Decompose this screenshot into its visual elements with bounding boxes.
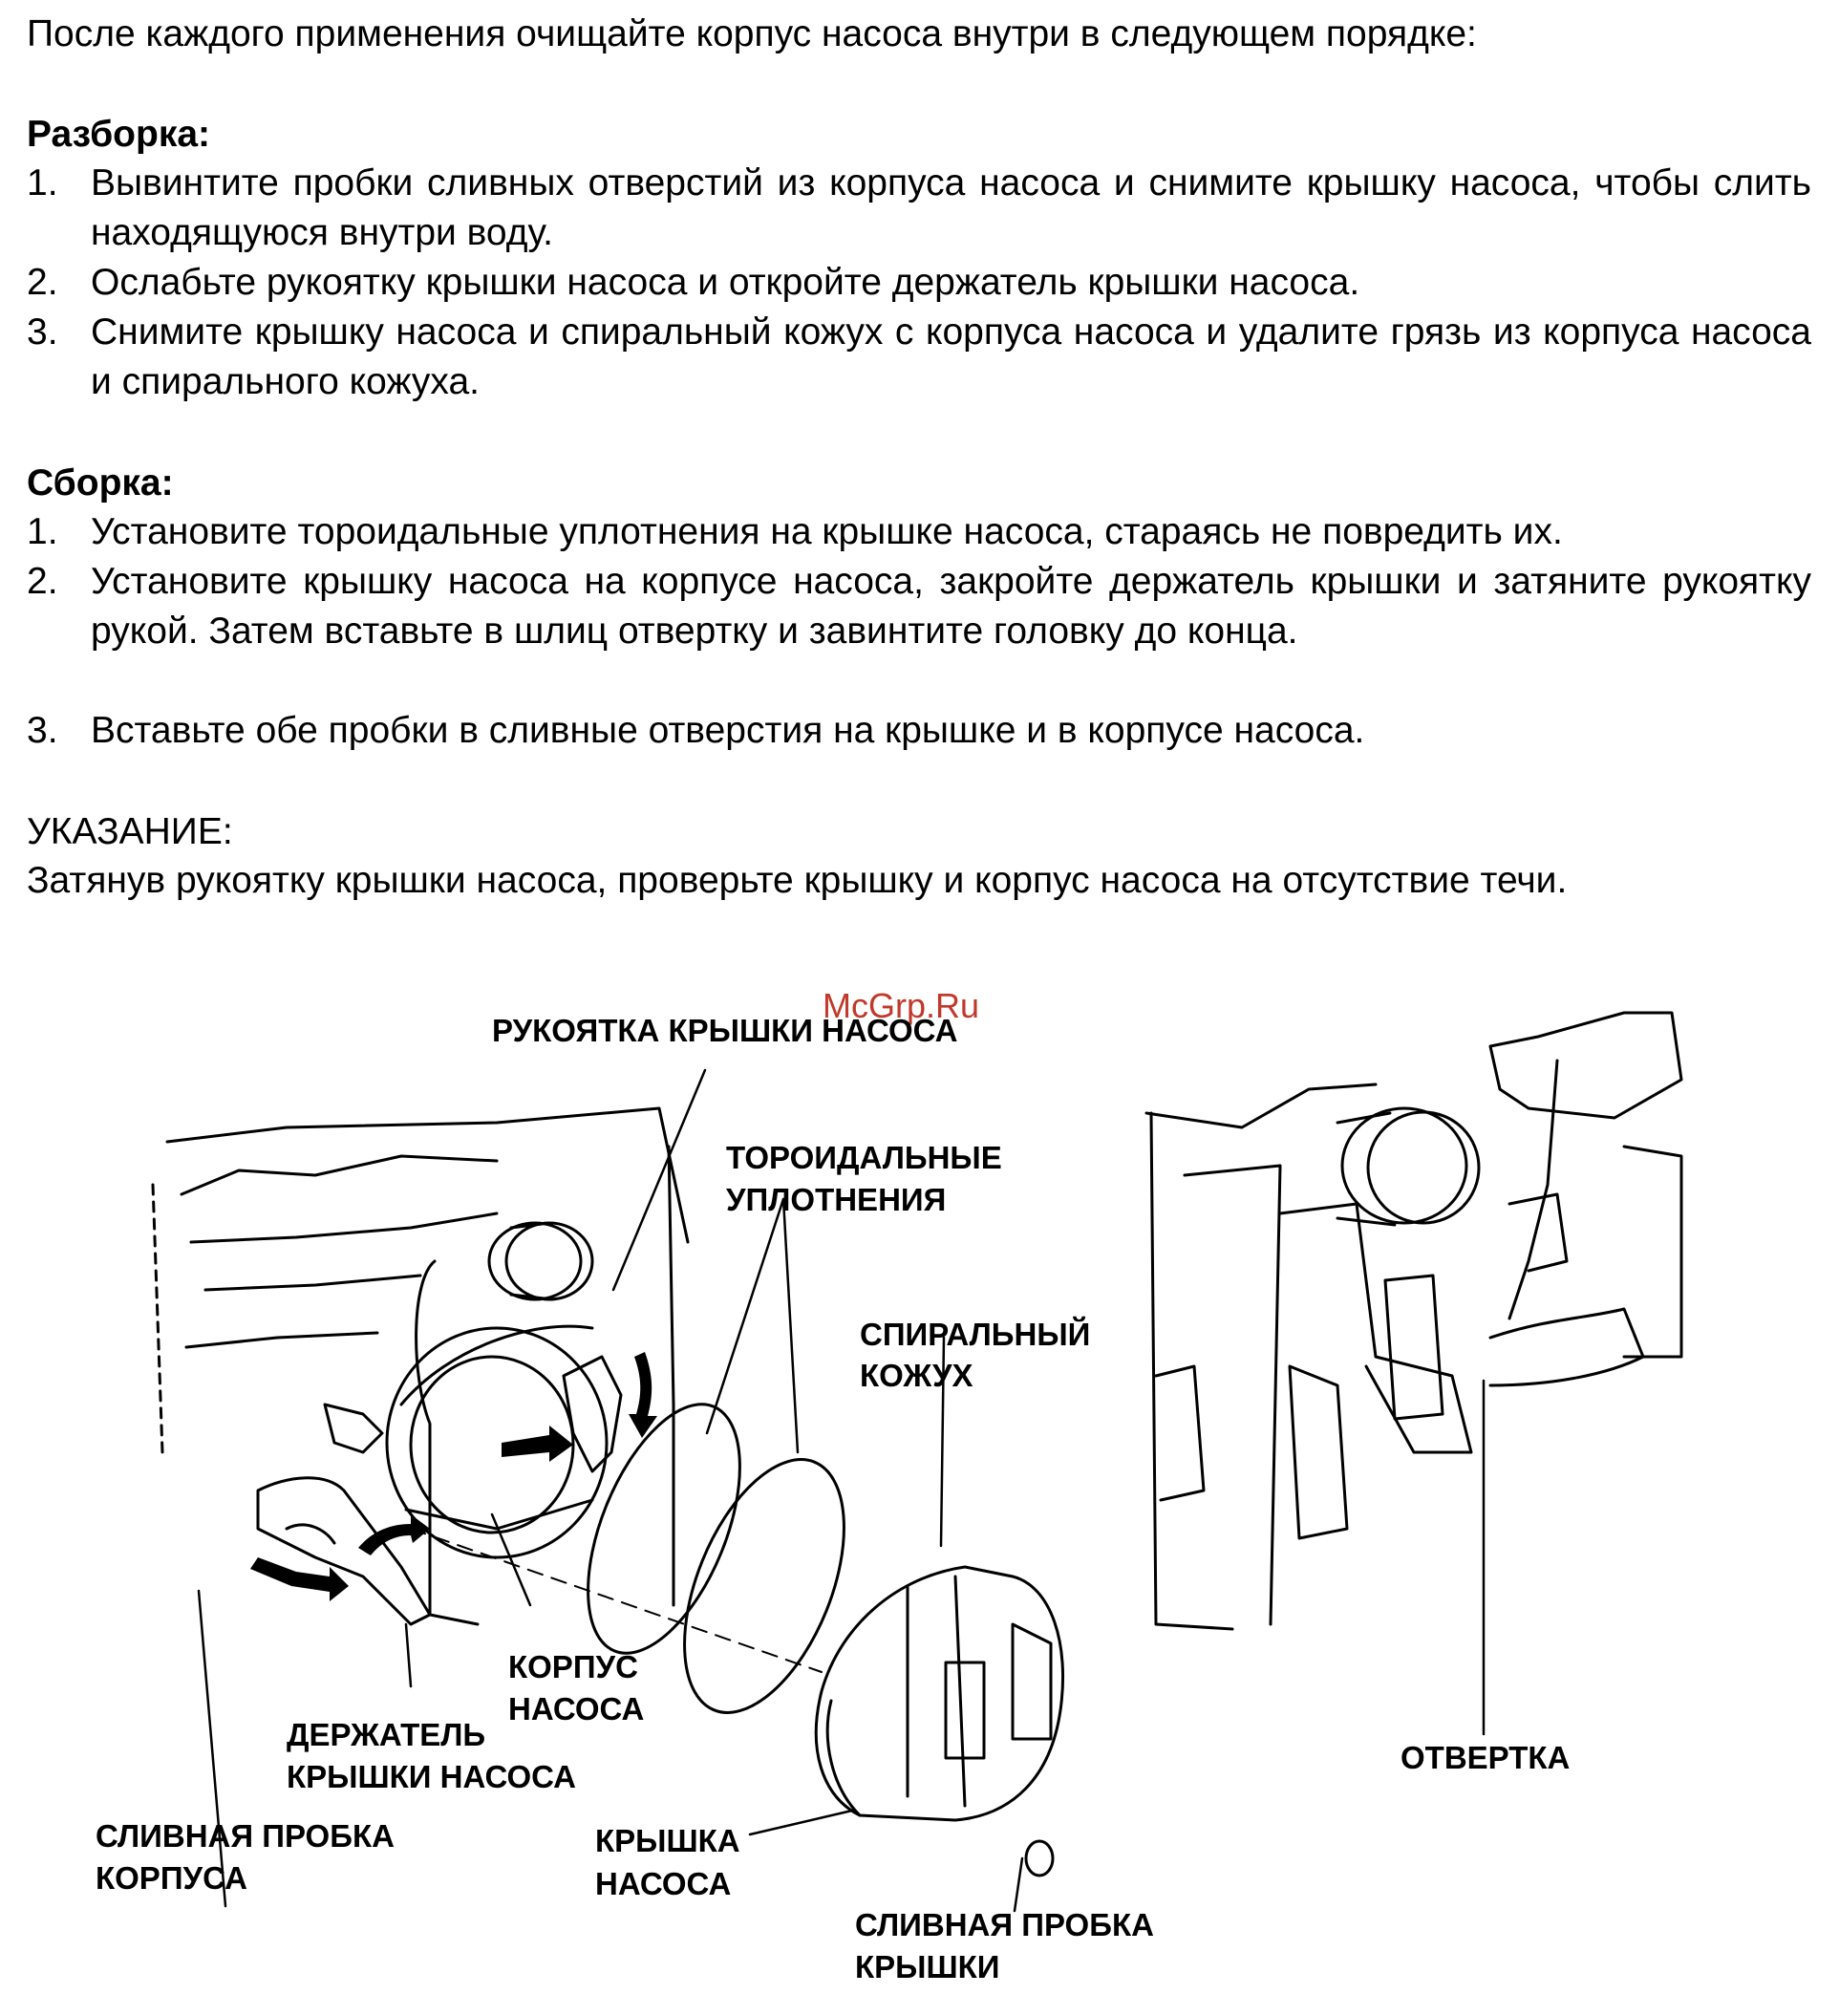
step-text: Снимите крышку насоса и спиральный кожух с корпуса насоса и удалите грязь из корпуса насоса и спирального кожуха. (91, 311, 1811, 402)
label-cover-line1: КРЫШКА (595, 1823, 740, 1858)
label-volute-line1: СПИРАЛЬНЫЙ (860, 1317, 1091, 1352)
assembly-step (27, 706, 1811, 756)
label-cover-plug-line2: КРЫШКИ (855, 1949, 1000, 1984)
disassembly-step (27, 258, 1811, 308)
label-holder-line2: КРЫШКИ НАСОСА (287, 1759, 577, 1794)
label-casing-plug-line2: КОРПУСА (96, 1860, 247, 1896)
disassembly-heading: Разборка: (27, 114, 211, 155)
step-number: 3. (27, 311, 58, 353)
step-text: Установите крышку насоса на корпусе насоса, закройте держатель крышки и затяните рукоятку рукой. Затем вставьте в шлиц отвертку и завинтите головку до конца. (91, 561, 1811, 652)
note-heading: УКАЗАНИЕ: (27, 811, 233, 852)
oring-sketch (411, 1383, 876, 1735)
label-orings-line1: ТОРОИДАЛЬНЫЕ (726, 1140, 1002, 1175)
disassembly-step (27, 308, 1811, 407)
note-text: Затянув рукоятку крышки насоса, проверьте крышку и корпус насоса на отсутствие течи. (27, 860, 1568, 901)
step-number: 2. (27, 561, 58, 602)
label-screwdriver: ОТВЕРТКА (1401, 1740, 1571, 1775)
step-number: 2. (27, 262, 58, 303)
step-number: 3. (27, 710, 58, 751)
label-volute-line2: КОЖУХ (860, 1358, 973, 1393)
assembly-step (27, 507, 1811, 557)
label-casing-line1: КОРПУС (508, 1649, 638, 1684)
label-orings-line2: УПЛОТНЕНИЯ (726, 1182, 947, 1217)
step-number: 1. (27, 162, 58, 204)
step-number: 1. (27, 511, 58, 552)
right-illustration-sketch (1146, 1013, 1681, 1629)
step-text: Вывинтите пробки сливных отверстий из корпуса насоса и снимите крышку насоса, чтобы слить находящуюся внутри воду. (91, 162, 1811, 253)
label-cover-line2: НАСОСА (595, 1866, 732, 1901)
intro-text: После каждого применения очищайте корпус насоса внутри в следующем порядке: (27, 13, 1477, 54)
assembly-step (27, 557, 1811, 656)
label-casing-plug-line1: СЛИВНАЯ ПРОБКА (96, 1818, 395, 1854)
assembly-heading: Сборка: (27, 462, 174, 504)
label-casing-line2: НАСОСА (508, 1691, 645, 1726)
watermark: McGrp.Ru (823, 986, 980, 1025)
label-cover-handle: РУКОЯТКА КРЫШКИ НАСОСА (492, 1013, 958, 1048)
label-cover-plug-line1: СЛИВНАЯ ПРОБКА (855, 1907, 1154, 1942)
step-text: Установите тороидальные уплотнения на крышке насоса, стараясь не повредить их. (91, 511, 1563, 552)
step-text: Вставьте обе пробки в сливные отверстия на крышке и в корпусе насоса. (91, 710, 1365, 751)
label-holder-line1: ДЕРЖАТЕЛЬ (287, 1717, 486, 1752)
step-text: Ослабьте рукоятку крышки насоса и откройте держатель крышки насоса. (91, 262, 1360, 303)
volute-sketch (816, 1567, 1062, 1876)
disassembly-step (27, 159, 1811, 258)
